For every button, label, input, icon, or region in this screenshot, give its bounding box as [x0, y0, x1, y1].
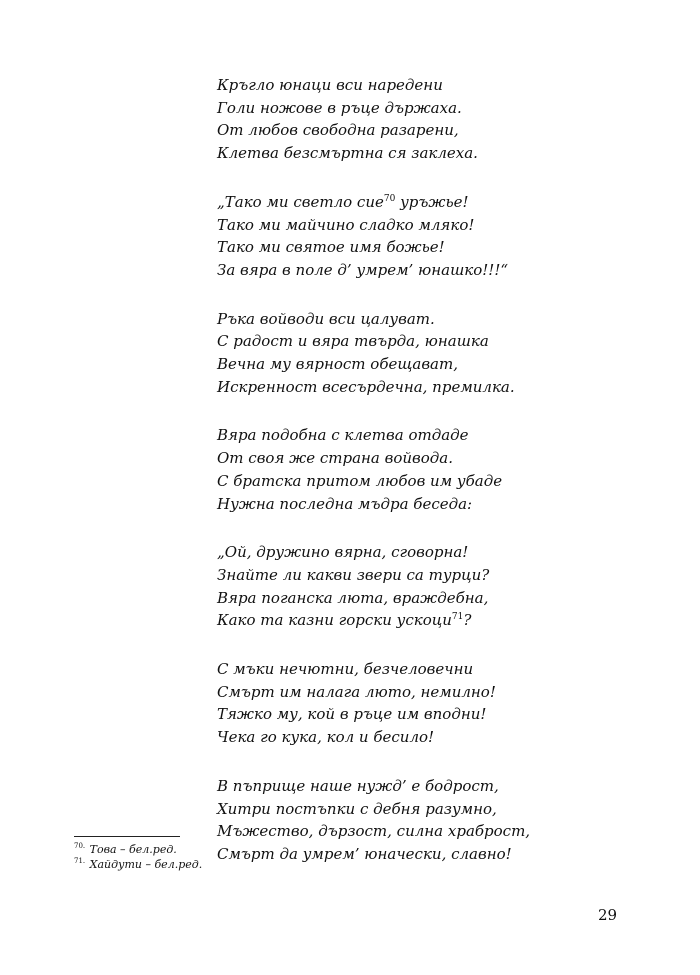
stanza-6	[217, 658, 547, 749]
footnote-number: 70.	[74, 842, 86, 851]
verse-line: Знайте ли какви звери са турци?	[217, 565, 490, 584]
verse-line: Вяра поганска люта, враждебна,	[217, 588, 489, 607]
footnote-text: Това – бел.ред.	[86, 843, 177, 856]
verse-line: С мъки нечютни, безчеловечни	[217, 660, 474, 679]
stanza-5	[217, 541, 547, 632]
verse-line	[217, 191, 547, 214]
verse-line: От любов свободна разарени,	[217, 121, 459, 140]
verse-line: Искренност всесърдечна, премилка.	[217, 377, 515, 396]
verse-line: В пъприще наше нужд’ е бодрост,	[217, 776, 499, 795]
stanza-7	[217, 775, 547, 866]
stanza-4	[217, 424, 547, 515]
verse-line: Смърт им налага люто, немилно!	[217, 682, 496, 701]
verse-line: Клетва безсмъртна ся заклеха.	[217, 144, 478, 163]
verse-line: Ръка войводи вси цалуват.	[217, 309, 435, 328]
verse-line: Мъжество, дързост, силна храброст,	[217, 822, 531, 841]
footnote-71	[74, 857, 202, 872]
verse-line: Чека го кука, кол и бесило!	[217, 728, 435, 747]
footnote-text: Хайдути – бел.ред.	[86, 858, 203, 871]
verse-line: Тако ми святое имя божье!	[217, 238, 445, 257]
poem	[217, 74, 547, 892]
footnotes	[74, 842, 202, 872]
footnote-number: 71.	[74, 857, 86, 866]
verse-text: уръжье!	[395, 192, 469, 211]
verse-line: Вечна му вярност обещават,	[217, 355, 458, 374]
verse-line: За вяра в поле д’ умрем’ юнашко!!!“	[217, 260, 509, 279]
verse-line: Тако ми майчино сладко мляко!	[217, 215, 475, 234]
verse-line: С братска притом любов им убаде	[217, 471, 503, 490]
footnote-ref-70: 70	[383, 193, 396, 204]
verse-line: Голи ножове в ръце държаха.	[217, 98, 462, 117]
verse-line: „Ой, дружино вярна, сговорна!	[217, 543, 469, 562]
verse-text: „Тако ми светло сие	[217, 192, 384, 211]
verse-text: ?	[463, 611, 472, 630]
verse-line: Смърт да умрем’ юначески, славно!	[217, 844, 512, 863]
stanza-2	[217, 191, 547, 282]
footnote-divider	[74, 836, 180, 837]
footnote-ref-71: 71	[451, 612, 464, 623]
verse-line: Кръгло юнаци вси наредени	[217, 76, 443, 94]
page-number: 29	[598, 906, 618, 924]
stanza-3	[217, 308, 547, 399]
verse-line: С радост и вяра твърда, юнашка	[217, 332, 489, 351]
stanza-1	[217, 74, 547, 165]
footnote-70	[74, 842, 202, 857]
verse-line: Тяжко му, кой в ръце им вподни!	[217, 705, 487, 724]
verse-line	[217, 609, 547, 632]
verse-text: Како та казни горски ускоци	[217, 611, 452, 630]
verse-line: Хитри постъпки с дебня разумно,	[217, 799, 497, 818]
verse-line: Нужна последна мъдра беседа:	[217, 494, 473, 513]
verse-line: Вяра подобна с клетва отдаде	[217, 426, 469, 445]
verse-line: От своя же страна войвода.	[217, 449, 454, 468]
